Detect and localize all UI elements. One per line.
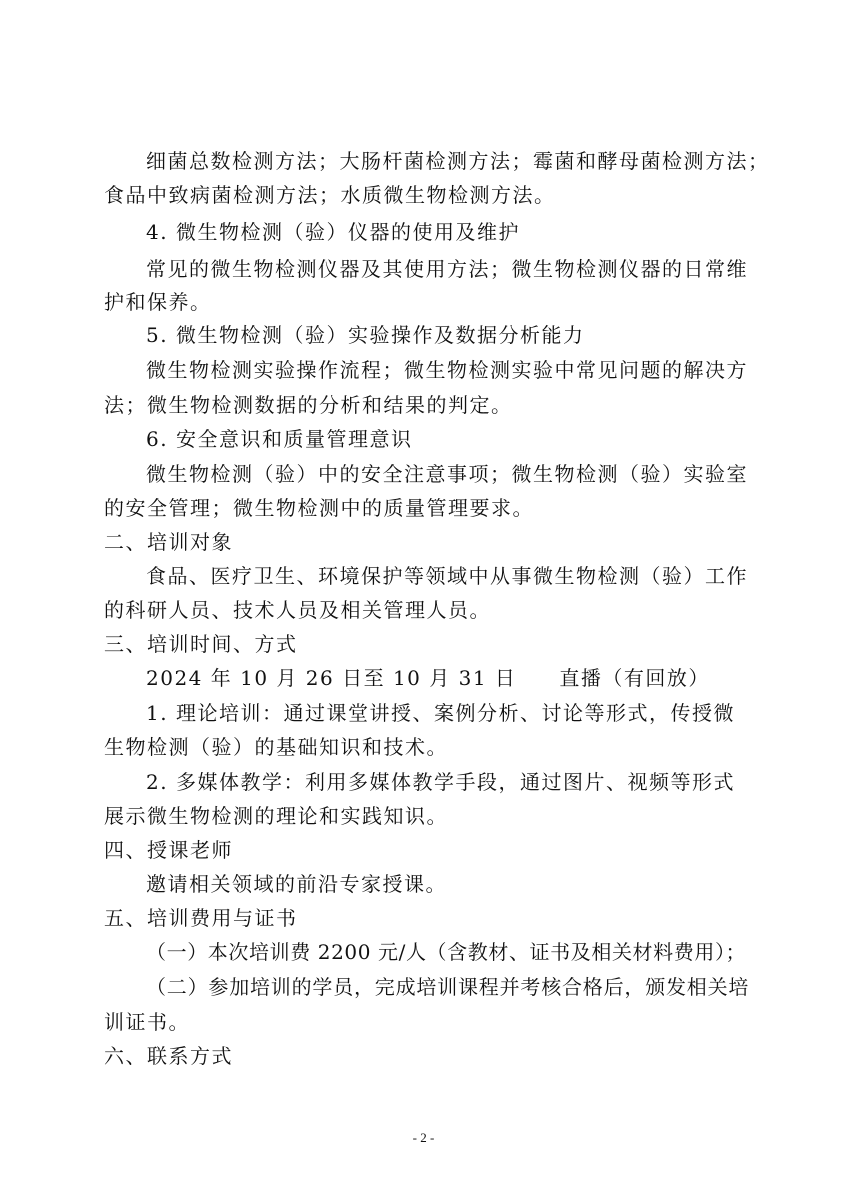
section-item-heading: 6. 安全意识和质量管理意识	[146, 427, 413, 451]
paragraph-line: 微生物检测（验）中的安全注意事项；微生物检测（验）实验室	[146, 462, 748, 486]
schedule-line: 2024 年 10 月 26 日至 10 月 31 日 直播（有回放）	[146, 666, 710, 690]
paragraph-line: 生物检测（验）的基础知识和技术。	[104, 735, 448, 759]
section-heading: 二、培训对象	[104, 530, 233, 554]
section-heading: 六、联系方式	[104, 1044, 233, 1068]
paragraph-line: 法；微生物检测数据的分析和结果的判定。	[104, 393, 513, 417]
section-item-heading: 4. 微生物检测（验）仪器的使用及维护	[146, 220, 520, 244]
paragraph-line: 的安全管理；微生物检测中的质量管理要求。	[104, 496, 534, 520]
section-heading: 三、培训时间、方式	[104, 632, 298, 656]
paragraph-line: 食品中致病菌检测方法；水质微生物检测方法。	[104, 183, 556, 207]
section-heading: 五、培训费用与证书	[104, 906, 298, 930]
paragraph-line: 1. 理论培训：通过课堂讲授、案例分析、讨论等形式，传授微	[146, 701, 735, 725]
paragraph-line: 护和保养。	[104, 290, 212, 314]
paragraph-line: （二）参加培训的学员，完成培训课程并考核合格后，颁发相关培	[146, 975, 750, 999]
paragraph-line: 常见的微生物检测仪器及其使用方法；微生物检测仪器的日常维	[146, 257, 748, 281]
section-item-heading: 5. 微生物检测（验）实验操作及数据分析能力	[146, 323, 585, 347]
paragraph-line: 邀请相关领域的前沿专家授课。	[146, 872, 447, 896]
paragraph-line: 的科研人员、技术人员及相关管理人员。	[104, 598, 491, 622]
paragraph-line: 训证书。	[104, 1010, 190, 1034]
paragraph-line: 微生物检测实验操作流程；微生物检测实验中常见问题的解决方	[146, 358, 748, 382]
paragraph-line: 食品、医疗卫生、环境保护等领域中从事微生物检测（验）工作	[146, 564, 748, 588]
page-number: - 2 -	[412, 1130, 435, 1145]
paragraph-line: 细菌总数检测方法；大肠杆菌检测方法；霉菌和酵母菌检测方法；	[146, 149, 770, 173]
paragraph-line: 展示微生物检测的理论和实践知识。	[104, 804, 448, 828]
section-heading: 四、授课老师	[104, 838, 233, 862]
fee-line: （一）本次培训费 2200 元/人（含教材、证书及相关材料费用）；	[146, 940, 747, 964]
paragraph-line: 2. 多媒体教学：利用多媒体教学手段，通过图片、视频等形式	[146, 770, 735, 794]
